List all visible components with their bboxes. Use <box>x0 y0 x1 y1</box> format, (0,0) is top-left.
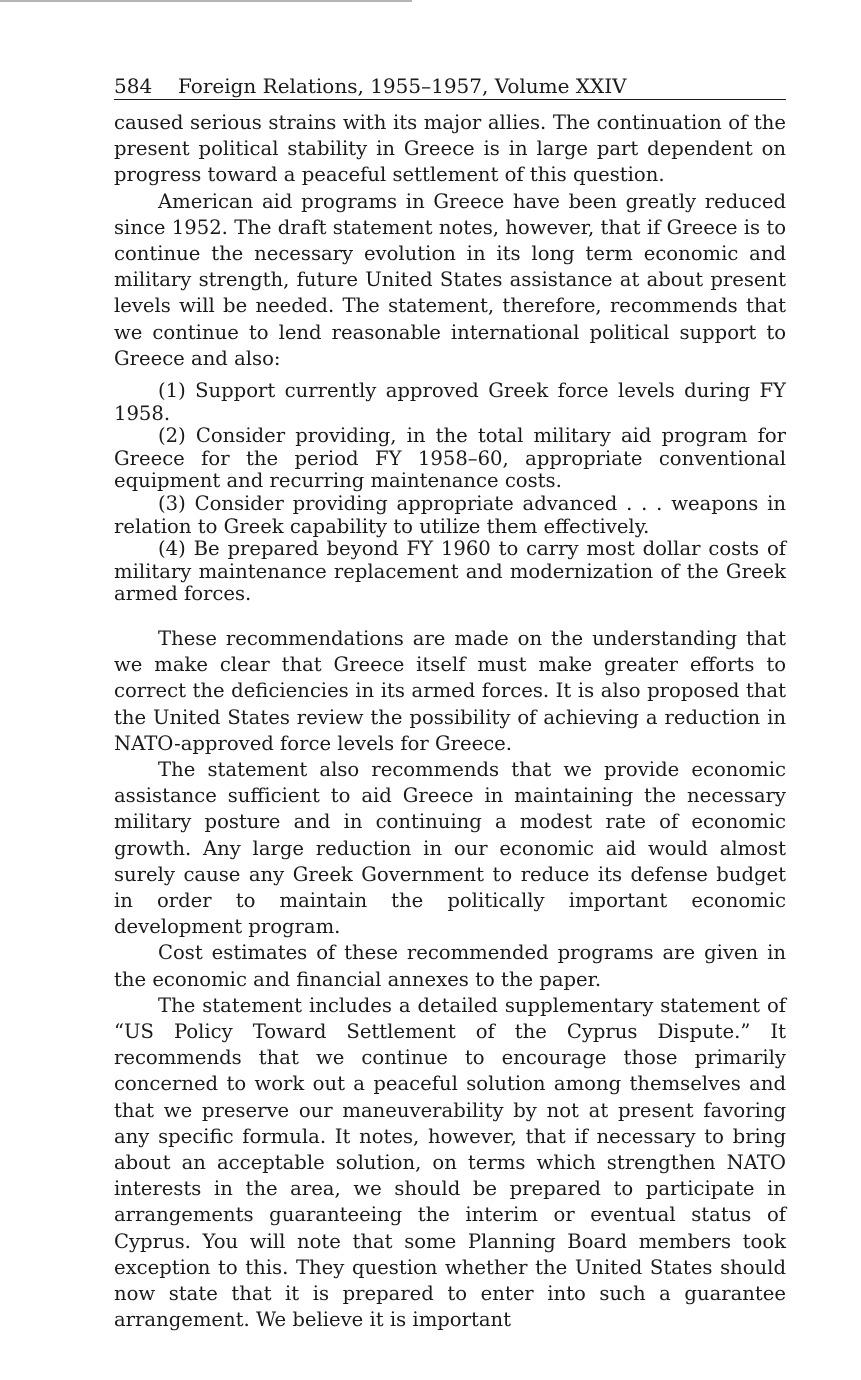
recommendation-list <box>114 380 786 606</box>
volume-title: Foreign Relations, 1955–1957, Volume XXIV <box>178 74 627 98</box>
paragraph-economic-assistance: The statement also recommends that we provide economic assistance sufficient to aid Greece in maintaining the necessary military posture and in continuing a modest rate of economic growth. Any large reduction in our economic aid would almost surely cause any Greek Government to reduce its defense budget in order to maintain the politically important economic development program. <box>114 757 786 939</box>
paragraph-cyprus-dispute: The statement includes a detailed supplementary statement of “US Policy Toward Settlement of the Cyprus Dispute.” It recommends that we continue to encourage those primarily concerned to work out a peaceful solution among themselves and that we preserve our maneuverability by not at present favoring any specific formula. It notes, however, that if necessary to bring about an acceptable solution, on terms which strengthen NATO interests in the area, we should be prepared to participate in arrangements guaranteeing the interim or eventual status of Cyprus. You will note that some Planning Board members took exception to this. They question whether the United States should now state that it is prepared to enter into such a guarantee arrangement. We believe it is important <box>114 993 786 1332</box>
list-item: (2) Consider providing, in the total military aid program for Greece for the period FY 1958–60, appropriate conventional equipment and recurring maintenance costs. <box>114 424 786 493</box>
list-item: (3) Consider providing appropriate advanced . . . weapons in relation to Greek capability to utilize them effectively. <box>114 492 786 538</box>
list-item: (1) Support currently approved Greek force levels during FY 1958. <box>114 379 786 425</box>
scan-top-edge <box>0 0 412 2</box>
document-page <box>114 74 786 1333</box>
page-number: 584 <box>114 74 153 98</box>
running-header <box>114 74 786 100</box>
paragraph-cost-estimates: Cost estimates of these recommended programs are given in the economic and financial annexes to the paper. <box>114 941 786 991</box>
paragraph-continuation: caused serious strains with its major allies. The continuation of the present political stability in Greece is in large part dependent on progress toward a peaceful settlement of this question. <box>114 111 786 187</box>
paragraph-aid-programs: American aid programs in Greece have been greatly reduced since 1952. The draft statement notes, however, that if Greece is to continue the necessary evolution in its long term economic and military strength, future United States assistance at about present levels will be needed. The statement, therefore, recommends that we continue to lend reasonable international political support to Greece and also: <box>114 189 786 370</box>
paragraph-recommendations: These recommendations are made on the understanding that we make clear that Greece itself must make greater efforts to correct the deficiencies in its armed forces. It is also proposed that the United States review the possibility of achieving a reduction in NATO-approved force levels for Greece. <box>114 626 786 755</box>
list-item: (4) Be prepared beyond FY 1960 to carry most dollar costs of military maintenance replacement and modernization of the Greek armed forces. <box>114 537 786 606</box>
